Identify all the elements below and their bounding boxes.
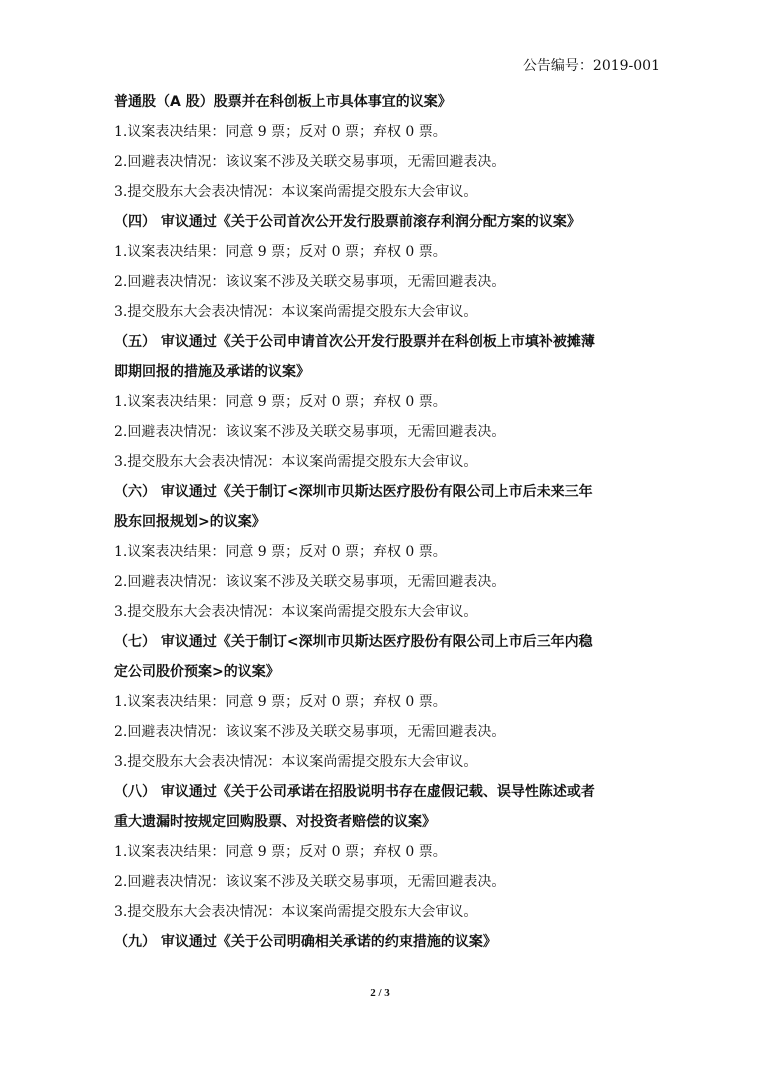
resolution-heading-8: （八） 审议通过《关于公司承诺在招股说明书存在虚假记载、误导性陈述或者 xyxy=(114,784,595,800)
recusal-status: 2.回避表决情况：该议案不涉及关联交易事项，无需回避表决。 xyxy=(114,724,506,740)
vote-result: 1.议案表决结果：同意 9 票；反对 0 票；弃权 0 票。 xyxy=(114,694,447,710)
recusal-status: 2.回避表决情况：该议案不涉及关联交易事项，无需回避表决。 xyxy=(114,574,506,590)
resolution-heading-8-cont: 重大遗漏时按规定回购股票、对投资者赔偿的议案》 xyxy=(114,814,436,830)
resolution-heading-6-cont: 股东回报规划>的议案》 xyxy=(114,514,266,530)
shareholder-submission: 3.提交股东大会表决情况：本议案尚需提交股东大会审议。 xyxy=(114,754,478,770)
announcement-number: 公告编号：2019-001 xyxy=(522,58,660,74)
heading-continuation: 普通股（A 股）股票并在科创板上市具体事宜的议案》 xyxy=(114,94,452,110)
shareholder-submission: 3.提交股东大会表决情况：本议案尚需提交股东大会审议。 xyxy=(114,604,478,620)
resolution-heading-6: （六） 审议通过《关于制订<深圳市贝斯达医疗股份有限公司上市后未来三年 xyxy=(114,484,593,500)
vote-result: 1.议案表决结果：同意 9 票；反对 0 票；弃权 0 票。 xyxy=(114,394,447,410)
resolution-heading-5-cont: 即期回报的措施及承诺的议案》 xyxy=(114,364,310,380)
page-number: 2 / 3 xyxy=(370,987,390,999)
recusal-status: 2.回避表决情况：该议案不涉及关联交易事项，无需回避表决。 xyxy=(114,274,506,290)
vote-result: 1.议案表决结果：同意 9 票；反对 0 票；弃权 0 票。 xyxy=(114,124,447,140)
resolution-heading-4: （四） 审议通过《关于公司首次公开发行股票前滚存利润分配方案的议案》 xyxy=(114,214,581,230)
shareholder-submission: 3.提交股东大会表决情况：本议案尚需提交股东大会审议。 xyxy=(114,184,478,200)
recusal-status: 2.回避表决情况：该议案不涉及关联交易事项，无需回避表决。 xyxy=(114,424,506,440)
shareholder-submission: 3.提交股东大会表决情况：本议案尚需提交股东大会审议。 xyxy=(114,304,478,320)
vote-result: 1.议案表决结果：同意 9 票；反对 0 票；弃权 0 票。 xyxy=(114,244,447,260)
recusal-status: 2.回避表决情况：该议案不涉及关联交易事项，无需回避表决。 xyxy=(114,154,506,170)
document-body xyxy=(114,92,654,962)
shareholder-submission: 3.提交股东大会表决情况：本议案尚需提交股东大会审议。 xyxy=(114,904,478,920)
shareholder-submission: 3.提交股东大会表决情况：本议案尚需提交股东大会审议。 xyxy=(114,454,478,470)
resolution-heading-9: （九） 审议通过《关于公司明确相关承诺的约束措施的议案》 xyxy=(114,934,497,950)
vote-result: 1.议案表决结果：同意 9 票；反对 0 票；弃权 0 票。 xyxy=(114,544,447,560)
resolution-heading-7-cont: 定公司股价预案>的议案》 xyxy=(114,664,280,680)
resolution-heading-7: （七） 审议通过《关于制订<深圳市贝斯达医疗股份有限公司上市后三年内稳 xyxy=(114,634,593,650)
recusal-status: 2.回避表决情况：该议案不涉及关联交易事项，无需回避表决。 xyxy=(114,874,506,890)
resolution-heading-5: （五） 审议通过《关于公司申请首次公开发行股票并在科创板上市填补被摊薄 xyxy=(114,334,595,350)
vote-result: 1.议案表决结果：同意 9 票；反对 0 票；弃权 0 票。 xyxy=(114,844,447,860)
